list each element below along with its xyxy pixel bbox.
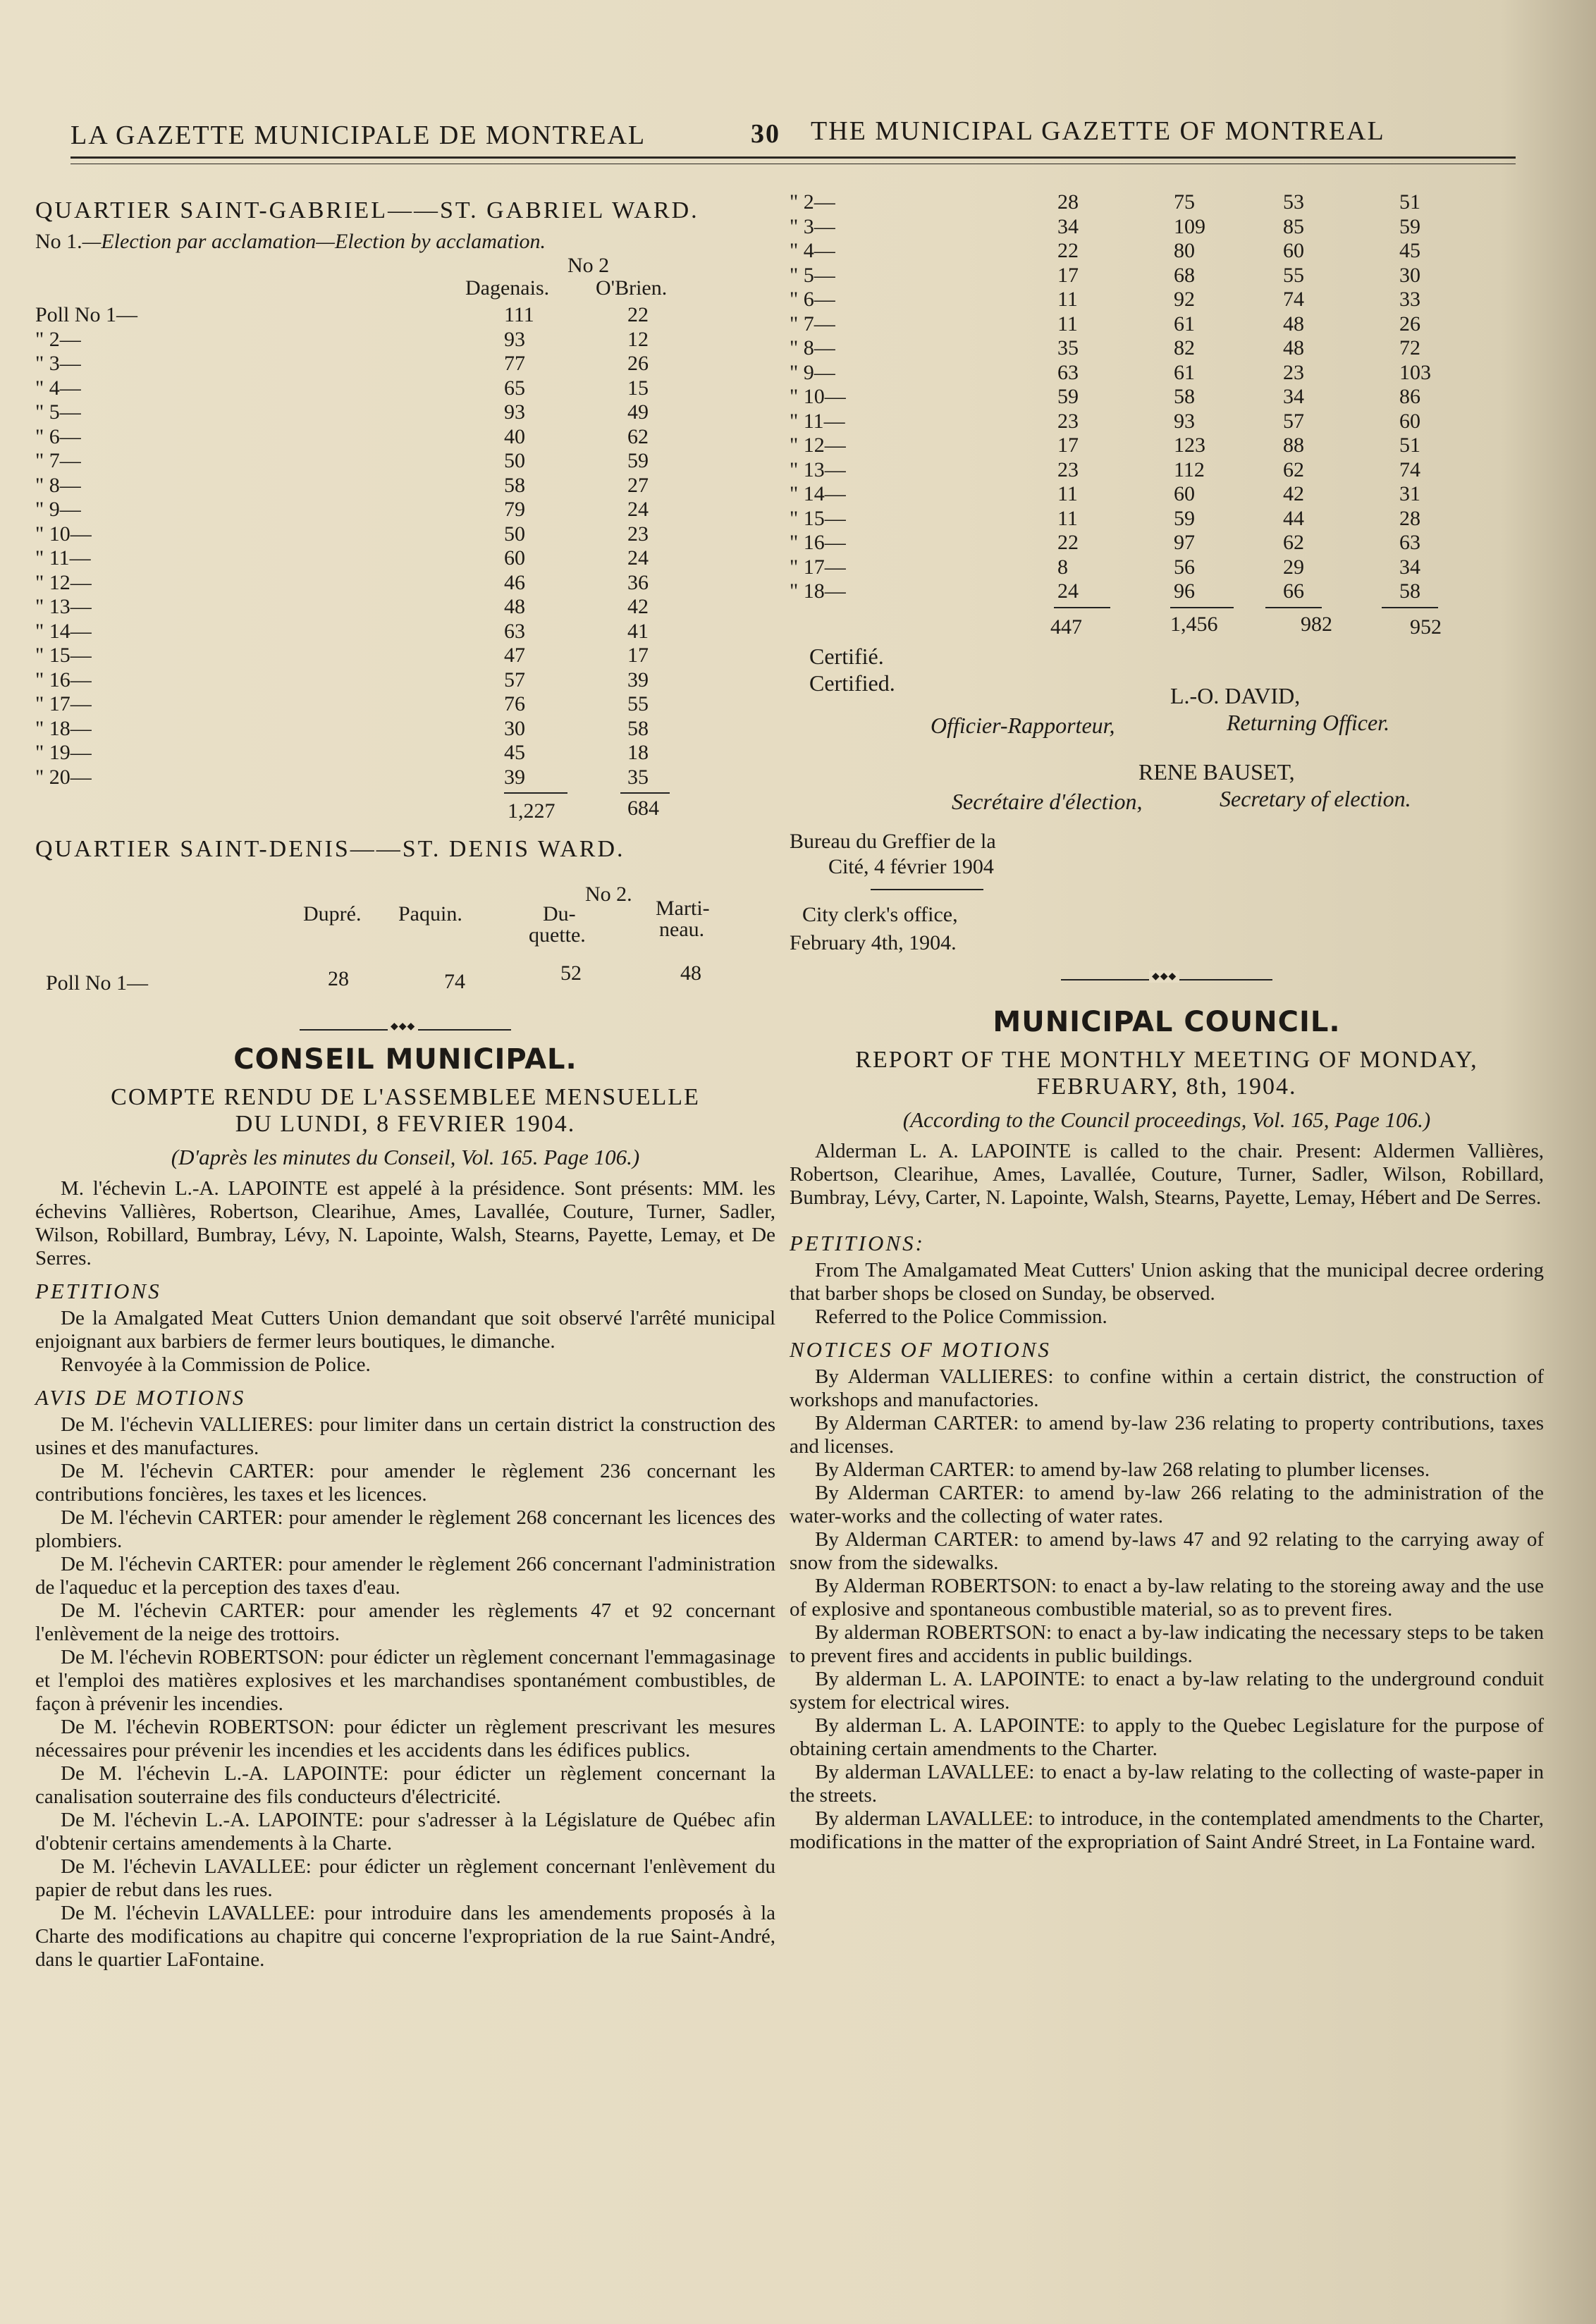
duquette-votes: 60 [1283, 239, 1304, 262]
french-motion: De M. l'échevin L.-A. LAPOINTE: pour édicter un règlement concernant la canalisation souterraine des fils conducteurs d'électricité. [35, 1762, 775, 1808]
paquin-votes: 61 [1174, 360, 1195, 384]
municipal-council-heading: MUNICIPAL COUNCIL. [993, 1005, 1341, 1038]
dagenais-votes: 76 [504, 692, 525, 715]
poll-label: " 13— [35, 595, 92, 618]
martineau-votes: 59 [1399, 214, 1420, 238]
poll-label: " 9— [790, 360, 835, 384]
poll-label: " 11— [790, 409, 845, 433]
dagenais-votes: 57 [504, 668, 525, 691]
header-french-title: LA GAZETTE MUNICIPALE DE MONTREAL [70, 121, 646, 150]
poll-label: " 7— [35, 449, 81, 472]
obrien-votes: 41 [627, 619, 649, 643]
paquin-votes: 59 [1174, 506, 1195, 530]
obrien-votes: 23 [627, 522, 649, 546]
dagenais-votes: 93 [504, 400, 525, 424]
poll-label: " 6— [35, 424, 81, 448]
section-ornament [300, 1029, 511, 1031]
paquin-votes: 112 [1174, 457, 1205, 481]
paquin-votes: 123 [1174, 434, 1205, 457]
report-title-1: REPORT OF THE MONTHLY MEETING OF MONDAY, [855, 1046, 1478, 1073]
dupre-votes: 17 [1057, 263, 1079, 287]
table-row [790, 507, 1544, 531]
english-motions-list [790, 1365, 1544, 1854]
table-row [35, 522, 775, 547]
table-row [790, 410, 1544, 434]
total-rule-1 [1054, 607, 1110, 608]
martineau-votes: 103 [1399, 360, 1431, 384]
st-denis-poll-1 [35, 961, 775, 1002]
candidate-duquette-2: quette. [529, 923, 586, 947]
paquin-votes: 96 [1174, 579, 1195, 603]
candidate-martineau-2: neau. [659, 918, 705, 941]
french-petitions-title: PETITIONS [35, 1279, 161, 1303]
french-petition-referral: Renvoyée à la Commission de Police. [61, 1353, 371, 1376]
martineau-votes: 58 [1399, 579, 1420, 603]
dagenais-votes: 48 [504, 595, 525, 618]
poll-label: " 17— [790, 555, 846, 579]
paquin-votes: 61 [1174, 312, 1195, 336]
english-petitions-title: PETITIONS: [790, 1230, 925, 1255]
martineau-votes: 72 [1399, 336, 1420, 359]
paquin-votes: 58 [1174, 385, 1195, 408]
poll-label: " 2— [790, 190, 835, 214]
duquette-votes: 42 [1283, 482, 1304, 505]
table-row [35, 644, 775, 668]
dupre-votes: 11 [1057, 506, 1078, 530]
poll-label: " 2— [35, 327, 81, 351]
french-motion: De M. l'échevin CARTER: pour amender les règlements 47 et 92 concernant l'enlèvement de la neige des trottoirs. [35, 1599, 775, 1645]
french-motion: De M. l'échevin LAVALLEE: pour introduire dans les amendements proposés à la Charte des modifications au chapitre qui concerne l'expropriation de la rue Saint-André, dans le quartier LaFontaine. [35, 1902, 775, 1971]
paquin-votes: 97 [1174, 531, 1195, 554]
poll-label: " 15— [790, 506, 846, 530]
poll-label: Poll No 1— [46, 971, 149, 995]
obrien-votes: 12 [627, 327, 649, 351]
obrien-votes: 49 [627, 400, 649, 424]
bureau-line-2: Cité, 4 février 1904 [828, 854, 994, 878]
table-row [790, 264, 1544, 288]
french-motions-list [35, 1413, 775, 1972]
secretary-title-en: Secretary of election. [1220, 785, 1411, 811]
poll-label: " 12— [790, 434, 846, 457]
paquin-votes: 80 [1174, 239, 1195, 262]
total-martineau: 952 [1410, 615, 1442, 639]
total-duquette: 982 [1301, 612, 1332, 636]
dagenais-votes: 30 [504, 716, 525, 740]
paquin-votes: 92 [1174, 288, 1195, 311]
dupre-votes: 28 [1057, 190, 1079, 214]
poll-label: " 20— [35, 765, 92, 789]
header-english-title: THE MUNICIPAL GAZETTE OF MONTREAL [811, 116, 1385, 146]
poll-label: " 10— [35, 522, 92, 546]
compte-rendu-title-1: COMPTE RENDU DE L'ASSEMBLEE MENSUELLE [111, 1084, 700, 1110]
english-motion: By Alderman CARTER: to amend by-law 268 relating to plumber licenses. [815, 1458, 1430, 1481]
total-paquin: 1,456 [1170, 612, 1218, 636]
french-motion: De M. l'échevin CARTER: pour amender le règlement 268 concernant les licences des plombiers. [35, 1506, 775, 1552]
poll-label: " 18— [790, 579, 846, 603]
dupre-votes: 22 [1057, 531, 1079, 554]
st-denis-totals [790, 604, 1544, 644]
obrien-votes: 22 [627, 303, 649, 326]
st-gabriel-no1 [35, 230, 775, 254]
table-row [790, 434, 1544, 458]
dagenais-votes: 45 [504, 741, 525, 764]
dagenais-votes: 79 [504, 498, 525, 521]
poll-label: " 10— [790, 385, 846, 408]
header-rule [70, 156, 1516, 159]
poll-label: " 16— [790, 531, 846, 554]
martineau-votes: 30 [1399, 263, 1420, 287]
poll-label: " 12— [35, 570, 92, 594]
poll-label: " 17— [35, 692, 92, 715]
table-row [35, 352, 775, 376]
french-motion: De M. l'échevin CARTER: pour amender le règlement 266 concernant l'administration de l'aqueduc et la perception des taxes d'eau. [35, 1553, 775, 1599]
table-row [790, 361, 1544, 386]
total-dupre: 447 [1050, 615, 1082, 639]
poll-label: Poll No 1— [35, 303, 138, 326]
dagenais-votes: 111 [504, 303, 534, 326]
st-denis-title: QUARTIER SAINT-DENIS——ST. DENIS WARD. [35, 836, 625, 862]
poll-1-paquin: 74 [444, 970, 465, 993]
clerk-rule [871, 889, 983, 890]
duquette-votes: 48 [1283, 336, 1304, 359]
poll-label: " 5— [35, 400, 81, 424]
st-gabriel-candidates [35, 254, 775, 303]
table-row [35, 571, 775, 596]
obrien-votes: 35 [627, 765, 649, 789]
dagenais-votes: 50 [504, 522, 525, 546]
table-row [790, 482, 1544, 507]
paquin-votes: 60 [1174, 482, 1195, 505]
total-obrien: 684 [627, 797, 659, 820]
poll-label: " 13— [790, 457, 846, 481]
table-row [790, 531, 1544, 555]
obrien-votes: 55 [627, 692, 649, 715]
dupre-votes: 59 [1057, 385, 1079, 408]
dupre-votes: 63 [1057, 360, 1079, 384]
poll-label: " 18— [35, 716, 92, 740]
dagenais-votes: 93 [504, 327, 525, 351]
dagenais-votes: 77 [504, 352, 525, 375]
dagenais-votes: 65 [504, 376, 525, 400]
poll-label: " 5— [790, 263, 835, 287]
martineau-votes: 51 [1399, 190, 1420, 214]
table-row [790, 288, 1544, 312]
poll-label: " 11— [35, 546, 91, 570]
table-row [35, 498, 775, 522]
english-motion: By alderman ROBERTSON: to enact a by-law indicating the necessary steps to be taken to prevent fires and accidents in public buildings. [790, 1621, 1544, 1667]
poll-label: " 8— [790, 336, 835, 359]
paquin-votes: 75 [1174, 190, 1195, 214]
martineau-votes: 60 [1399, 409, 1420, 433]
english-motion: By Alderman VALLIERES: to confine within a certain district, the construction of workshops and manufactories. [790, 1365, 1544, 1411]
obrien-votes: 24 [627, 546, 649, 570]
section-ornament [1061, 979, 1272, 980]
poll-1-duquette: 52 [560, 961, 582, 985]
clerk-office-block [790, 883, 1544, 961]
duquette-votes: 48 [1283, 312, 1304, 336]
table-row [790, 215, 1544, 240]
table-row [35, 376, 775, 401]
candidate-martineau-1: Marti- [656, 897, 710, 920]
english-motion: By alderman L. A. LAPOINTE: to enact a by-law relating to the underground conduit system for electrical wires. [790, 1667, 1544, 1714]
duquette-votes: 85 [1283, 214, 1304, 238]
table-row [35, 668, 775, 693]
total-rule-a [504, 792, 567, 794]
left-column [35, 190, 775, 1972]
table-row [790, 385, 1544, 410]
total-rule-2 [1170, 607, 1234, 608]
certification-block [790, 644, 1544, 883]
english-motion: By Alderman ROBERTSON: to enact a by-law relating to the storeing away and the use of explosive and spontaneous combustible material, so as to prevent fires. [790, 1574, 1544, 1621]
clerk-line-2: February 4th, 1904. [790, 930, 957, 954]
st-gabriel-totals [35, 789, 775, 832]
obrien-votes: 62 [627, 424, 649, 448]
duquette-votes: 53 [1283, 190, 1304, 214]
table-row [790, 336, 1544, 361]
martineau-votes: 28 [1399, 506, 1420, 530]
conseil-heading: CONSEIL MUNICIPAL. [233, 1043, 577, 1076]
obrien-votes: 24 [627, 498, 649, 521]
paquin-votes: 82 [1174, 336, 1195, 359]
poll-label: " 19— [35, 741, 92, 764]
english-petition-referral: Referred to the Police Commission. [815, 1305, 1107, 1328]
st-denis-poll-table [790, 190, 1544, 604]
poll-label: " 14— [790, 482, 846, 505]
dupre-votes: 17 [1057, 434, 1079, 457]
candidate-dupre: Dupré. [303, 902, 362, 926]
dupre-votes: 11 [1057, 312, 1078, 336]
english-notices-title: NOTICES OF MOTIONS [790, 1336, 1051, 1362]
dupre-votes: 24 [1057, 579, 1079, 603]
martineau-votes: 26 [1399, 312, 1420, 336]
martineau-votes: 74 [1399, 457, 1420, 481]
table-row [35, 303, 775, 328]
table-row [790, 312, 1544, 337]
total-dagenais: 1,227 [508, 799, 555, 823]
english-motion: By alderman LAVALLEE: to enact a by-law relating to the collecting of waste-paper in the streets. [790, 1760, 1544, 1807]
duquette-votes: 66 [1283, 579, 1304, 603]
obrien-votes: 59 [627, 449, 649, 472]
dagenais-votes: 47 [504, 644, 525, 667]
english-motion: By alderman LAVALLEE: to introduce, in the contemplated amendments to the Charter, modifications in the matter of the expropriation of Saint André Street, in La Fontaine ward. [790, 1807, 1544, 1853]
paquin-votes: 109 [1174, 214, 1205, 238]
table-row [790, 239, 1544, 264]
french-motion: De M. l'échevin LAVALLEE: pour édicter un règlement concernant l'enlèvement du papier de rebut dans les rues. [35, 1855, 775, 1901]
obrien-votes: 27 [627, 473, 649, 497]
duquette-votes: 29 [1283, 555, 1304, 579]
english-motion: By Alderman CARTER: to amend by-law 266 relating to the administration of the water-works and the collecting of water rates. [790, 1481, 1544, 1527]
st-gabriel-poll-table [35, 303, 775, 789]
dagenais-votes: 58 [504, 473, 525, 497]
french-petition: De la Amalgated Meat Cutters Union demandant que soit observé l'arrêté municipal enjoignant aux barbiers de fermer leurs boutiques, le dimanche. [35, 1307, 775, 1353]
poll-label: " 15— [35, 644, 92, 667]
table-row [790, 458, 1544, 483]
duquette-votes: 74 [1283, 288, 1304, 311]
poll-1-dupre: 28 [328, 967, 349, 990]
proceedings-reference: (According to the Council proceedings, Vol. 165, Page 106.) [902, 1107, 1431, 1132]
duquette-votes: 55 [1283, 263, 1304, 287]
french-motion: De M. l'échevin ROBERTSON: pour édicter un règlement prescrivant les mesures nécessaires pour prévenir les incendies et les accidents dans les édifices publics. [35, 1716, 775, 1762]
french-intro: M. l'échevin L.-A. LAPOINTE est appelé à la présidence. Sont présents: MM. les échevins Vallières, Robertson, Clearihue, Ames, Lavallée, Couture, Turner, Sadler, Wilson, Robillard, Bumbray, Lévy, N. Lapointe, Walsh, Stearns, Payette, Lemay, et De Serres. [35, 1177, 775, 1269]
table-row [790, 190, 1544, 215]
paquin-votes: 68 [1174, 263, 1195, 287]
candidate-obrien: O'Brien. [596, 276, 668, 300]
compte-rendu-title-2: DU LUNDI, 8 FEVRIER 1904. [235, 1111, 576, 1137]
dupre-votes: 35 [1057, 336, 1079, 359]
martineau-votes: 63 [1399, 531, 1420, 554]
certified: Certified. [809, 670, 895, 696]
candidate-paquin: Paquin. [398, 902, 462, 926]
paquin-votes: 93 [1174, 409, 1195, 433]
candidate-duquette-1: Du- [543, 902, 576, 926]
st-gabriel-no2: No 2 [567, 254, 610, 277]
table-row [35, 328, 775, 352]
poll-label: " 16— [35, 668, 92, 691]
dupre-votes: 34 [1057, 214, 1079, 238]
dupre-votes: 23 [1057, 409, 1079, 433]
duquette-votes: 62 [1283, 457, 1304, 481]
dagenais-votes: 60 [504, 546, 525, 570]
dupre-votes: 11 [1057, 482, 1078, 505]
st-gabriel-title: QUARTIER SAINT-GABRIEL——ST. GABRIEL WARD. [35, 197, 699, 223]
duquette-votes: 23 [1283, 360, 1304, 384]
obrien-votes: 36 [627, 570, 649, 594]
poll-label: " 4— [790, 239, 835, 262]
obrien-votes: 15 [627, 376, 649, 400]
french-avis-title: AVIS DE MOTIONS [35, 1385, 246, 1410]
candidate-dagenais: Dagenais. [465, 276, 550, 300]
dagenais-votes: 39 [504, 765, 525, 789]
dupre-votes: 11 [1057, 288, 1078, 311]
dagenais-votes: 46 [504, 570, 525, 594]
poll-label: " 7— [790, 312, 835, 336]
table-row [790, 555, 1544, 580]
minutes-reference: (D'après les minutes du Conseil, Vol. 165. Page 106.) [171, 1145, 640, 1169]
table-row [35, 425, 775, 450]
poll-label: " 8— [35, 473, 81, 497]
paquin-votes: 56 [1174, 555, 1195, 579]
table-row [35, 449, 775, 474]
table-row [35, 692, 775, 717]
duquette-votes: 34 [1283, 385, 1304, 408]
officer-name: L.-O. DAVID, [1170, 682, 1301, 708]
martineau-votes: 34 [1399, 555, 1420, 579]
total-rule-4 [1382, 607, 1438, 608]
certifie: Certifié. [809, 643, 884, 669]
obrien-votes: 26 [627, 352, 649, 375]
poll-label: " 9— [35, 498, 81, 521]
total-rule-3 [1265, 607, 1322, 608]
duquette-votes: 88 [1283, 434, 1304, 457]
officer-title-en: Returning Officer. [1227, 709, 1390, 735]
table-row [35, 620, 775, 644]
bureau-line-1: Bureau du Greffier de la [790, 829, 996, 853]
report-title-2: FEBRUARY, 8th, 1904. [1036, 1073, 1297, 1100]
martineau-votes: 33 [1399, 288, 1420, 311]
duquette-votes: 57 [1283, 409, 1304, 433]
table-row [35, 546, 775, 571]
dagenais-votes: 50 [504, 449, 525, 472]
secretary-name: RENE BAUSET, [1138, 758, 1295, 785]
french-motion: De M. l'échevin ROBERTSON: pour édicter un règlement concernant l'emmagasinage et l'emploi des matières explosives et les marchandises spontanément combustibles, de façon à prévenir les incendies. [35, 1646, 775, 1715]
secretary-title-fr: Secrétaire d'élection, [952, 788, 1143, 814]
obrien-votes: 42 [627, 595, 649, 618]
duquette-votes: 62 [1283, 531, 1304, 554]
no1-prefix: No 1. [35, 230, 82, 253]
st-denis-no2: No 2. [585, 883, 632, 906]
total-rule-b [620, 792, 670, 794]
english-petition: From The Amalgamated Meat Cutters' Union asking that the municipal decree ordering that barber shops be closed on Sunday, be observed. [790, 1258, 1544, 1305]
obrien-votes: 18 [627, 741, 649, 764]
no1-acclamation: —Election par acclamation—Election by acclamation. [82, 230, 546, 253]
martineau-votes: 45 [1399, 239, 1420, 262]
french-motion: De M. l'échevin VALLIERES: pour limiter dans un certain district la construction des usines et des manufactures. [35, 1413, 775, 1459]
table-row [35, 717, 775, 742]
obrien-votes: 39 [627, 668, 649, 691]
poll-label: " 4— [35, 376, 81, 400]
table-row [35, 595, 775, 620]
clerk-line-1: City clerk's office, [802, 902, 958, 926]
table-row [35, 474, 775, 498]
table-row [35, 400, 775, 425]
dagenais-votes: 40 [504, 424, 525, 448]
dupre-votes: 8 [1057, 555, 1068, 579]
duquette-votes: 44 [1283, 506, 1304, 530]
table-row [35, 766, 775, 790]
english-motion: By Alderman CARTER: to amend by-laws 47 and 92 relating to the carrying away of snow from the sidewalks. [790, 1527, 1544, 1574]
english-intro: Alderman L. A. LAPOINTE is called to the chair. Present: Aldermen Vallières, Robertson, Clearihue, Ames, Lavallée, Couture, Turner, Sadler, Wilson, Robillard, Bumbray, Lévy, Carter, N. Lapointe, Walsh, Stearns, Payette, Lemay, Hébert and De Serres. [790, 1139, 1544, 1209]
officer-title-fr: Officier-Rapporteur, [931, 712, 1115, 738]
martineau-votes: 31 [1399, 482, 1420, 505]
english-motion: By alderman L. A. LAPOINTE: to apply to the Quebec Legislature for the purpose of obtaining certain amendments to the Charter. [790, 1714, 1544, 1760]
french-motion: De M. l'échevin CARTER: pour amender le règlement 236 concernant les contributions foncières, les taxes et les licences. [35, 1460, 775, 1506]
poll-label: " 3— [35, 352, 81, 375]
poll-label: " 6— [790, 288, 835, 311]
table-row [35, 741, 775, 766]
obrien-votes: 58 [627, 716, 649, 740]
page-number: 30 [751, 119, 780, 149]
table-row [790, 579, 1544, 604]
poll-label: " 14— [35, 619, 92, 643]
obrien-votes: 17 [627, 644, 649, 667]
dagenais-votes: 63 [504, 619, 525, 643]
st-denis-candidates [35, 868, 775, 967]
poll-1-martineau: 48 [680, 961, 701, 985]
english-motion: By Alderman CARTER: to amend by-law 236 relating to property contributions, taxes and licenses. [790, 1411, 1544, 1458]
martineau-votes: 51 [1399, 434, 1420, 457]
right-column [790, 190, 1544, 1854]
french-motion: De M. l'échevin L.-A. LAPOINTE: pour s'adresser à la Législature de Québec afin d'obtenir certains amendements à la Charte. [35, 1809, 775, 1855]
dupre-votes: 23 [1057, 457, 1079, 481]
page-header [70, 113, 1516, 162]
martineau-votes: 86 [1399, 385, 1420, 408]
dupre-votes: 22 [1057, 239, 1079, 262]
poll-label: " 3— [790, 214, 835, 238]
